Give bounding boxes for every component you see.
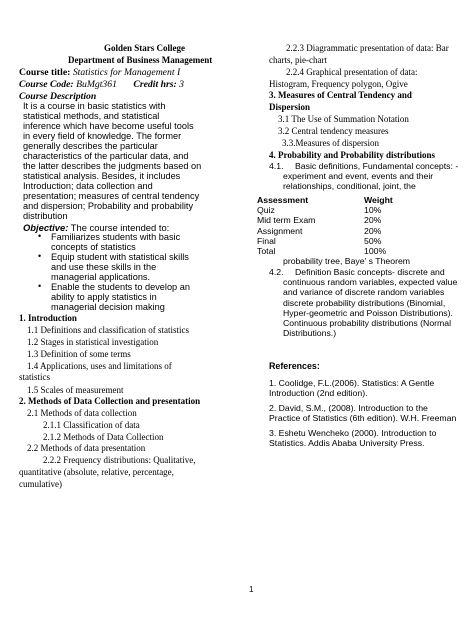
list-item <box>269 378 456 403</box>
section-2-2-4-cont: Histogram, Frequency polygon, Ogive <box>269 79 408 89</box>
bullet-line: and use these skills in the <box>51 262 157 272</box>
credit-hrs-label: Credit hrs: <box>133 79 177 90</box>
objective-intro: The course intended to: <box>68 222 170 233</box>
description-line: generally describes the particular <box>23 141 158 151</box>
bullet-line: Equip student with statistical skills <box>51 252 189 262</box>
description-line: in every field of knowledge. The former <box>23 131 182 141</box>
description-line: inference which have become useful tools <box>23 121 194 131</box>
bullet-icon: • <box>38 231 42 241</box>
reference-line: Practice of Statistics (6th edition). W.H. Freeman <box>269 413 457 424</box>
section-2-2-3-cont: charts, pie-chart <box>269 55 327 65</box>
section-2-2-2: 2.2.2 Frequency distributions: Qualitative, <box>43 455 196 465</box>
bullet-line: Enable the students to develop an <box>51 282 190 292</box>
references-heading: References: <box>269 361 320 371</box>
table-cell: Mid term Exam <box>257 215 316 226</box>
section-4-1-cont: probability tree, Baye' s Theorem <box>283 256 411 266</box>
course-title-label: Course title: <box>19 67 71 78</box>
text-line: continuous random variables, expected value <box>283 277 458 288</box>
reference-line: 3. Eshetu Wencheko (2000). Introduction to <box>269 428 437 438</box>
reference-line: Statistics. Addis Ababa University Press. <box>269 438 425 449</box>
list-item <box>269 428 456 449</box>
description-line: Introduction; data collection and <box>23 181 153 191</box>
college-name: Golden Stars College <box>104 43 185 53</box>
text-line: Continuous probability distributions (Normal <box>283 318 452 329</box>
description-line: characteristics of the particular data, and <box>23 151 189 161</box>
section-1-1: 1.1 Definitions and classification of statistics <box>27 325 189 335</box>
text-line: Distributions.) <box>283 328 337 339</box>
section-4-2-text <box>283 267 457 338</box>
section-2-2-2-cont: quantitative (absolute, relative, percentage, <box>19 467 174 477</box>
page-number: 1 <box>249 585 254 594</box>
section-4-1-text <box>283 161 458 192</box>
section-3-1: 3.1 The Use of Summation Notation <box>278 114 409 124</box>
section-4-1-num: 4.1. <box>269 161 284 171</box>
text-line: Hyper-geometric and Poisson Distributions). <box>283 307 453 318</box>
section-1-5: 1.5 Scales of measurement <box>27 385 124 395</box>
section-2-heading: 2. Methods of Data Collection and presentation <box>19 396 201 406</box>
bullet-icon: • <box>38 251 42 261</box>
text-line: experiment and event, events and their <box>283 171 434 182</box>
section-2-2-2-cont: cumulative) <box>19 479 62 489</box>
section-2-1: 2.1 Methods of data collection <box>27 408 137 418</box>
section-3-3: 3.3.Measures of dispersion <box>282 138 379 148</box>
bullet-line: concepts of statistics <box>51 242 136 252</box>
section-4-heading: 4. Probability and Probability distributions <box>269 150 435 160</box>
description-line: statistical methods, and statistical <box>23 111 160 121</box>
bullet-text <box>51 232 180 252</box>
section-2-1-1: 2.1.1 Classification of data <box>43 420 140 430</box>
section-2-2-4: 2.2.4 Graphical presentation of data: <box>286 67 418 77</box>
table-cell: 10% <box>364 205 382 216</box>
table-cell: Quiz <box>257 205 275 216</box>
bullet-text <box>51 282 190 312</box>
table-cell: 20% <box>364 225 382 236</box>
bullet-line: managerial decision making <box>51 302 165 312</box>
department-name: Department of Business Management <box>68 55 213 65</box>
table-cell: 100% <box>364 245 387 256</box>
description-line: statistical analysis. Besides, it includes <box>23 171 181 181</box>
bullet-line: managerial applications. <box>51 272 151 282</box>
section-3-heading: 3. Measures of Central Tendency and <box>269 90 412 100</box>
description-line: and dispersion; Probability and probability <box>23 201 194 211</box>
text-line: and variance of discrete random variables <box>283 287 445 298</box>
references-list <box>269 378 456 449</box>
section-1-3: 1.3 Definition of some terms <box>27 349 131 359</box>
section-3-heading-cont: Dispersion <box>269 102 311 112</box>
table-cell: Final <box>257 235 276 246</box>
course-code-label: Course Code: <box>19 79 74 90</box>
description-line: distribution <box>23 211 68 221</box>
bullet-line: Familiarizes students with basic <box>51 232 181 242</box>
section-2-1-2: 2.1.2 Methods of Data Collection <box>43 432 164 442</box>
course-description-heading: Course Description <box>19 91 97 102</box>
course-title-value: Statistics for Management I <box>72 67 181 78</box>
bullet-text <box>51 252 189 282</box>
bullet-line: ability to apply statistics in <box>51 292 157 302</box>
table-cell: 20% <box>364 215 382 226</box>
text-line: relationships, conditional, joint, the <box>283 181 416 192</box>
section-2-2-3: 2.2.3 Diagrammatic presentation of data: Bar <box>286 43 449 53</box>
table-cell: Assignment <box>257 225 303 236</box>
credit-hrs-value: 3 <box>179 79 184 90</box>
text-line: discrete probability distributions (Binomial, <box>283 297 446 308</box>
objective-label: Objective: <box>23 222 69 233</box>
reference-line: 2. David, S.M., (2008). Introduction to the <box>269 403 428 413</box>
description-line: presentation; measures of central tendency <box>23 191 200 201</box>
reference-line: 1. Coolidge, F.L.(2006). Statistics: A Gentle <box>269 378 435 388</box>
reference-line: Introduction (2nd edition). <box>269 388 368 399</box>
table-header-cell: Weight <box>364 195 393 205</box>
list-item <box>269 403 456 428</box>
bullet-icon: • <box>38 281 42 291</box>
text-line: Definition Basic concepts- discrete and <box>295 267 445 277</box>
section-1-2: 1.2 Stages in statistical investigation <box>27 337 159 347</box>
course-description-text <box>23 101 201 221</box>
section-4-2-num: 4.2. <box>269 267 284 277</box>
course-code-value: BuMgt361 <box>76 79 117 90</box>
description-line: the latter describes the judgments based on <box>23 161 202 171</box>
table-cell: Total <box>257 245 276 256</box>
section-2-2: 2.2 Methods of data presentation <box>27 443 146 453</box>
section-1-4-cont: statistics <box>19 372 50 382</box>
description-line: It is a course in basic statistics with <box>23 101 166 111</box>
table-cell: 50% <box>364 235 382 246</box>
course-title-line <box>19 67 180 78</box>
section-3-2: 3.2 Central tendency measures <box>278 126 389 136</box>
text-line: Basic definitions, Fundamental concepts: - <box>295 161 459 171</box>
course-code-line <box>19 79 184 90</box>
section-1-4: 1.4 Applications, uses and limitations of <box>27 361 172 371</box>
table-header-cell: Assessment <box>257 195 309 205</box>
section-1-heading: 1. Introduction <box>19 313 77 323</box>
